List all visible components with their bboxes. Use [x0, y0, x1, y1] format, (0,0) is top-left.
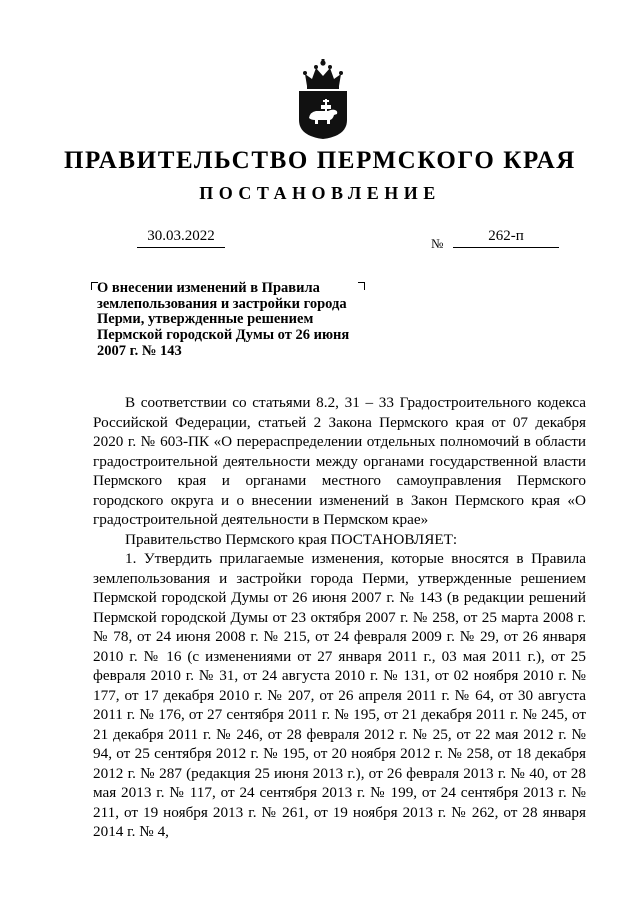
organization-title: ПРАВИТЕЛЬСТВО ПЕРМСКОГО КРАЯ: [64, 147, 576, 174]
subject-line: О внесении изменений в Правила: [97, 280, 320, 296]
body-paragraph-item-1: 1. Утвердить прилагаемые изменения, которые вносятся в Правила землепользования и застройки города Перми, утвержденные решением Пермской городской Думы от 26 июня 2007 г. № 143 (в редакции решений Пермской городской Думы от 23 октября 2007 г. № 258, от 25 марта 2008 г. № 78, от 24 июня 2008 г. № 215, от 24 февраля 2009 г. № 29, от 26 января 2010 г. № 16 (с изменениями от 27 января 2011 г., 03 мая 2011 г.), от 25 февраля 2010 г. № 31, от 24 августа 2010 г. № 131, от 02 ноября 2010 г. № 177, от 17 декабря 2010 г. № 207, от 26 апреля 2011 г. № 64, от 30 августа 2011 г. № 176, от 27 сентября 2011 г. № 195, от 21 декабря 2011 г. № 245, от 21 декабря 2011 г. № 246, от 28 февраля 2012 г. № 25, от 22 мая 2012 г. № 94, от 25 сентября 2012 г. № 195, от 20 ноября 2012 г. № 258, от 18 декабря 2012 г. № 287 (редакция 25 июня 2013 г.), от 26 февраля 2013 г. № 40, от 28 мая 2013 г. № 117, от 24 сентября 2013 г. № 199, от 24 сентября 2013 г. № 211, от 19 ноября 2013 г. № 261, от 19 ноября 2013 г. № 262, от 28 января 2014 г. № 4,: [93, 550, 586, 840]
perm-krai-coat-of-arms-icon: [296, 58, 350, 140]
document-body: [93, 393, 586, 842]
document-number: 262-п: [453, 228, 559, 248]
body-paragraph-legal-basis: В соответствии со статьями 8.2, 31 – 33 Градостроительного кодекса Российской Федерации, статьей 2 Закона Пермского края от 07 декабря 2020 г. № 603-ПК «О перераспределении отдельных полномочий в области градостроительной деятельности между органами государственной власти Пермского края и органами местного самоуправления Пермского городского округа и о внесении изменений в Закон Пермского края «О градостроительной деятельности в Пермском крае»: [93, 394, 586, 528]
subject-line: землепользования и застройки города: [97, 295, 347, 312]
body-paragraph-resolves: Правительство Пермского края ПОСТАНОВЛЯЕТ:: [125, 530, 458, 548]
number-label: №: [431, 236, 444, 251]
document-date: 30.03.2022: [137, 228, 225, 248]
document-type-title: ПОСТАНОВЛЕНИЕ: [199, 183, 441, 203]
document-subject: [97, 281, 367, 360]
subject-line: 2007 г. № 143: [97, 342, 182, 359]
subject-line: Пермской городской Думы от 26 июня: [97, 327, 350, 344]
subject-line: Перми, утвержденные решением: [97, 311, 314, 328]
